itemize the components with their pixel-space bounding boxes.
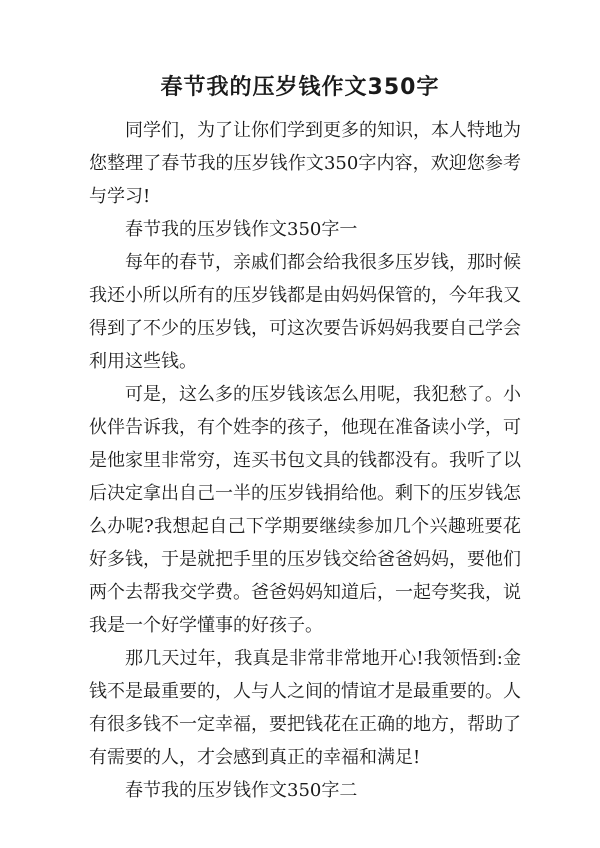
body-paragraph: 可是，这么多的压岁钱该怎么用呢，我犯愁了。小伙伴告诉我，有个姓李的孩子，他现在准备读小学，可是他家里非常穷，连买书包文具的钱都没有。我听了以后决定拿出自己一半的压岁钱捐给他。剩下的压岁钱怎么办呢?我想起自己下学期要继续参加几个兴趣班要花好多钱，于是就把手里的压岁钱交给爸爸妈妈，要他们两个去帮我交学费。爸爸妈妈知道后，一起夸奖我，说我是一个好学懂事的好孩子。 — [89, 384, 521, 636]
document-title: 春节我的压岁钱作文350字 — [160, 75, 440, 100]
body-paragraph: 每年的春节，亲戚们都会给我很多压岁钱，那时候我还小所以所有的压岁钱都是由妈妈保管的，今年我又得到了不少的压岁钱，可这次要告诉妈妈我要自己学会利用这些钱。 — [89, 252, 521, 372]
section-heading-one: 春节我的压岁钱作文350字一 — [125, 219, 358, 240]
document-body — [89, 114, 521, 807]
intro-paragraph: 同学们，为了让你们学到更多的知识，本人特地为您整理了春节我的压岁钱作文350字内容，欢迎您参考与学习! — [89, 120, 521, 207]
section-heading-two: 春节我的压岁钱作文350字二 — [125, 780, 358, 801]
body-paragraph: 那几天过年，我真是非常非常地开心!我领悟到:金钱不是最重要的，人与人之间的情谊才是最重要的。人有很多钱不一定幸福，要把钱花在正确的地方，帮助了有需要的人，才会感到真正的幸福和满足! — [89, 648, 521, 768]
